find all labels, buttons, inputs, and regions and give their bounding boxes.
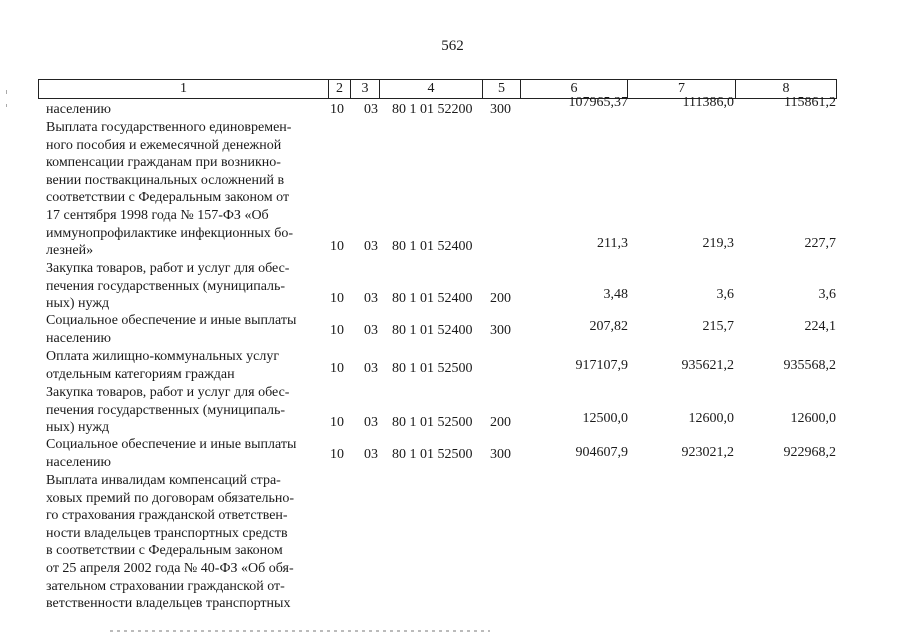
cell-amount-3: 12600,0 — [790, 411, 836, 426]
row-description — [46, 384, 321, 437]
cell-amount-1: 917107,9 — [575, 358, 628, 373]
description-line: Выплата инвалидам компенсаций стра- — [46, 473, 281, 488]
cell-target-article: 80 1 01 52500 — [392, 447, 473, 462]
description-line: 17 сентября 1998 года № 157-ФЗ «Об — [46, 207, 269, 223]
cell-amount-1: 904607,9 — [575, 445, 628, 460]
cell-amount-3: 922968,2 — [783, 445, 836, 460]
description-line: лезней» — [46, 243, 94, 259]
cell-section: 10 — [330, 239, 344, 254]
cell-amount-2: 923021,2 — [681, 445, 734, 460]
description-line: зательном страховании гражданской от- — [46, 578, 285, 594]
cell-amount-3: 3,6 — [818, 287, 836, 302]
cell-amount-3: 115861,2 — [784, 95, 836, 110]
description-line: вении поствакцинальных осложнений в — [46, 172, 285, 188]
description-line: ного пособия и ежемесячной денежной — [46, 137, 282, 153]
row-description — [46, 348, 321, 383]
cell-amount-2: 219,3 — [702, 236, 734, 251]
cell-expense-type: 300 — [490, 447, 511, 462]
description-line: от 25 апреля 2002 года № 40-ФЗ «Об обя- — [46, 560, 294, 576]
description-line: го страхования гражданской ответствен- — [46, 508, 288, 524]
margin-mark — [6, 90, 7, 94]
description-line: Социальное обеспечение и иные выплаты — [46, 313, 297, 328]
description-line: соответствии с Федеральным законом от — [46, 190, 290, 206]
cell-amount-2: 935621,2 — [681, 358, 734, 373]
cell-section: 10 — [330, 323, 344, 338]
cell-target-article: 80 1 01 52200 — [392, 102, 473, 117]
header-col-7: 7 — [628, 80, 736, 98]
header-col-3: 3 — [351, 80, 380, 98]
description-line: ных) нужд — [46, 296, 110, 312]
row-description — [46, 312, 321, 347]
description-line: печения государственных (муниципаль- — [46, 402, 286, 418]
description-line: Социальное обеспечение и иные выплаты — [46, 437, 297, 452]
cell-target-article: 80 1 01 52400 — [392, 291, 473, 306]
cell-expense-type: 300 — [490, 323, 511, 338]
row-description — [46, 119, 321, 260]
description-line: населению — [46, 102, 111, 117]
header-col-6: 6 — [521, 80, 628, 98]
description-line: компенсации гражданам при возникно- — [46, 155, 281, 171]
row-description — [46, 472, 321, 613]
description-line: ных) нужд — [46, 420, 110, 436]
cell-subsection: 03 — [364, 415, 378, 430]
description-line: населению — [46, 330, 111, 346]
cell-subsection: 03 — [364, 239, 378, 254]
cell-amount-3: 224,1 — [804, 319, 836, 334]
header-col-1: 1 — [39, 80, 329, 98]
header-col-2: 2 — [329, 80, 351, 98]
cell-amount-1: 3,48 — [603, 287, 628, 302]
description-line: иммунопрофилактике инфекционных бо- — [46, 225, 294, 241]
cell-expense-type: 200 — [490, 291, 511, 306]
description-line: в соответствии с Федеральным законом — [46, 543, 283, 559]
row-description — [46, 101, 321, 119]
description-line: Закупка товаров, работ и услуг для обес- — [46, 261, 290, 276]
header-col-5: 5 — [483, 80, 521, 98]
cell-target-article: 80 1 01 52500 — [392, 415, 473, 430]
cell-amount-2: 3,6 — [716, 287, 734, 302]
cell-amount-3: 935568,2 — [783, 358, 836, 373]
cell-amount-1: 207,82 — [589, 319, 628, 334]
page-number: 562 — [441, 38, 464, 54]
cell-subsection: 03 — [364, 361, 378, 376]
cell-subsection: 03 — [364, 102, 378, 117]
description-line: отдельным категориям граждан — [46, 366, 235, 382]
description-line: ховых премий по договорам обязательно- — [46, 490, 295, 506]
description-line: ветственности владельцев транспортных — [46, 596, 291, 612]
cell-subsection: 03 — [364, 323, 378, 338]
cell-subsection: 03 — [364, 291, 378, 306]
cell-target-article: 80 1 01 52500 — [392, 361, 473, 376]
cell-amount-2: 12600,0 — [688, 411, 734, 426]
cell-section: 10 — [330, 102, 344, 117]
description-line: ности владельцев транспортных средств — [46, 525, 288, 541]
margin-mark — [6, 104, 7, 107]
cell-section: 10 — [330, 361, 344, 376]
scan-artifact — [110, 630, 490, 632]
cell-amount-1: 12500,0 — [582, 411, 628, 426]
cell-expense-type: 200 — [490, 415, 511, 430]
cell-section: 10 — [330, 415, 344, 430]
description-line: населению — [46, 454, 111, 470]
cell-amount-2: 111386,0 — [682, 95, 734, 110]
cell-amount-1: 107965,37 — [568, 95, 628, 110]
cell-amount-3: 227,7 — [804, 236, 836, 251]
cell-expense-type: 300 — [490, 102, 511, 117]
cell-amount-2: 215,7 — [702, 319, 734, 334]
cell-target-article: 80 1 01 52400 — [392, 323, 473, 338]
row-description — [46, 436, 321, 471]
cell-amount-1: 211,3 — [597, 236, 628, 251]
description-line: Закупка товаров, работ и услуг для обес- — [46, 385, 290, 400]
cell-section: 10 — [330, 447, 344, 462]
row-description — [46, 260, 321, 313]
header-col-8: 8 — [782, 81, 790, 96]
cell-target-article: 80 1 01 52400 — [392, 239, 473, 254]
cell-subsection: 03 — [364, 447, 378, 462]
description-line: Оплата жилищно-коммунальных услуг — [46, 349, 280, 364]
description-line: печения государственных (муниципаль- — [46, 278, 286, 294]
cell-section: 10 — [330, 291, 344, 306]
header-col-4: 4 — [380, 80, 483, 98]
description-line: Выплата государственного единовремен- — [46, 120, 292, 135]
